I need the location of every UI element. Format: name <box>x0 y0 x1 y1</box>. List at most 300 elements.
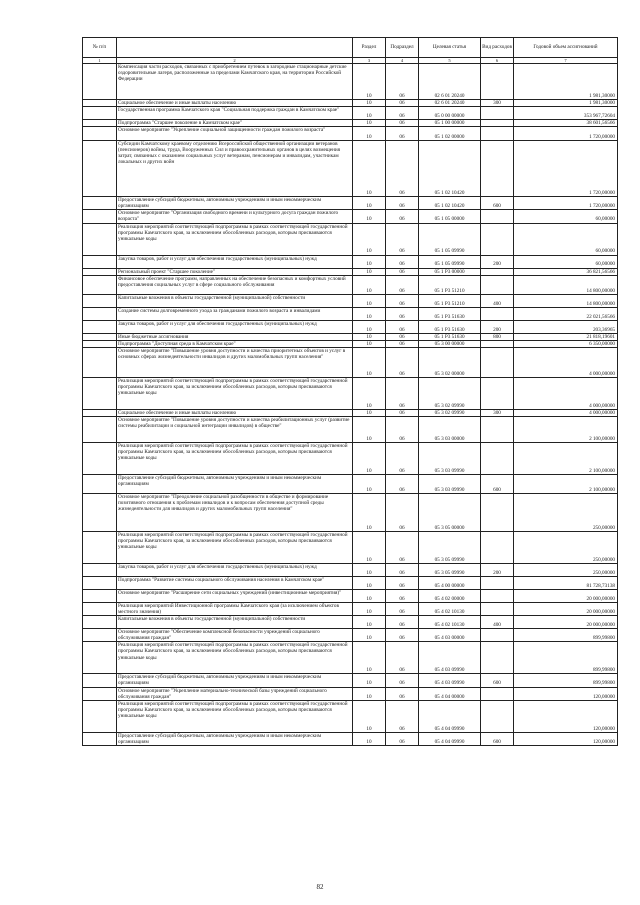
row-target: 05 4 03 09990 <box>419 674 481 687</box>
row-subsection: 06 <box>386 347 419 377</box>
row-number <box>83 416 117 442</box>
row-name: Реализация мероприятий соответствующей подпрограммы в рамках соответствующей государственной программы Камчатского края, за исключением обособленных расходов, которым присваиваются уникальные коды <box>117 700 353 732</box>
row-name: Реализация мероприятий соответствующей подпрограммы в рамках соответствующей государственной программы Камчатского края, за исключением обособленных расходов, которым присваиваются уникальные коды <box>117 442 353 474</box>
row-subsection: 06 <box>386 340 419 347</box>
column-number: 4 <box>386 58 419 64</box>
row-number <box>83 340 117 347</box>
row-target: 05 1 P3 51630 <box>419 333 481 340</box>
row-name: Предоставление субсидий бюджетным, автономным учреждениям и иным некоммерческим организациям <box>117 197 353 210</box>
table-row <box>83 687 618 700</box>
row-name: Предоставление субсидий бюджетным, автономным учреждениям и иным некоммерческим организациям <box>117 674 353 687</box>
row-name: Основное мероприятие "Расширение сети социальных учреждений (инвестиционные мероприятия)" <box>117 589 353 602</box>
row-amount: 1 720,00000 <box>514 127 618 141</box>
table-body <box>83 64 618 746</box>
row-name: Государственная программа Камчатского края "Социальная поддержка граждан в Камчатском крае" <box>117 107 353 120</box>
row-amount: 203,36965 <box>514 320 618 333</box>
row-subsection: 06 <box>386 416 419 442</box>
row-section: 10 <box>353 294 386 307</box>
row-amount: 899,99800 <box>514 629 618 642</box>
row-name: Компенсация части расходов, связанных с приобретением путевок в загородные стационарные детские оздоровительные лагеря, расположенные за пределами Камчатского края, на территории Российской Федерации <box>117 64 353 100</box>
row-target: 05 1 05 09990 <box>419 255 481 268</box>
row-number <box>83 320 117 333</box>
row-name: Подпрограмма "Развитие системы социального обслуживания населения в Камчатском крае" <box>117 576 353 589</box>
row-target: 05 3 05 09990 <box>419 563 481 576</box>
row-exptype <box>481 687 514 700</box>
row-section: 10 <box>353 563 386 576</box>
column-number: 5 <box>419 58 481 64</box>
table-row <box>83 223 618 255</box>
row-target: 05 4 03 09990 <box>419 642 481 674</box>
row-name: Закупка товаров, работ и услуг для обеспечения государственных (муниципальных) нужд <box>117 255 353 268</box>
row-amount: 250,00000 <box>514 493 618 531</box>
row-name: Предоставление субсидий бюджетным, автономным учреждениям и иным некоммерческим организациям <box>117 474 353 493</box>
row-amount: 250,00000 <box>514 563 618 576</box>
table-row <box>83 307 618 320</box>
row-number <box>83 442 117 474</box>
table-row <box>83 409 618 416</box>
row-target: 05 3 03 00000 <box>419 416 481 442</box>
row-amount: 250,00000 <box>514 531 618 563</box>
row-target: 05 1 02 10420 <box>419 197 481 210</box>
table-row <box>83 377 618 409</box>
row-name: Социальное обеспечение и иные выплаты населению <box>117 100 353 107</box>
table-row <box>83 474 618 493</box>
row-section: 10 <box>353 531 386 563</box>
row-amount: 120,00000 <box>514 732 618 745</box>
row-name: Субсидии Камчатскому краевому отделению Всероссийской общественной организации ветеранов (пенсионеров) войны, труда, Вооруженных Сил и правоохранительных органов в целях возмещения затрат, связанных с оказанием социальных услуг ветеранам, пенсионерам и инвалидам, участникам локальных и других войн <box>117 141 353 197</box>
row-exptype <box>481 347 514 377</box>
table-row <box>83 294 618 307</box>
row-exptype <box>481 377 514 409</box>
row-target: 05 3 05 00000 <box>419 493 481 531</box>
row-exptype <box>481 141 514 197</box>
table-row <box>83 268 618 275</box>
row-subsection: 06 <box>386 576 419 589</box>
row-number <box>83 616 117 629</box>
row-exptype <box>481 275 514 294</box>
row-number <box>83 589 117 602</box>
row-exptype: 200 <box>481 320 514 333</box>
row-exptype: 600 <box>481 732 514 745</box>
row-number <box>83 674 117 687</box>
table-row <box>83 576 618 589</box>
table-row <box>83 100 618 107</box>
row-section: 10 <box>353 120 386 127</box>
row-amount: 120,00000 <box>514 700 618 732</box>
column-number: 1 <box>83 58 117 64</box>
row-number <box>83 294 117 307</box>
row-target: 05 1 P3 51210 <box>419 275 481 294</box>
row-number <box>83 474 117 493</box>
table-row <box>83 340 618 347</box>
row-target: 05 1 P3 51630 <box>419 320 481 333</box>
header-target: Целевая статья <box>419 38 481 58</box>
row-exptype: 600 <box>481 474 514 493</box>
row-exptype <box>481 127 514 141</box>
row-target: 05 4 02 10130 <box>419 616 481 629</box>
row-subsection: 06 <box>386 442 419 474</box>
row-number <box>83 377 117 409</box>
row-amount: 60,00000 <box>514 210 618 223</box>
table-row <box>83 589 618 602</box>
table-row <box>83 320 618 333</box>
page-number: 82 <box>316 883 324 891</box>
row-name: Капитальные вложения в объекты государственной (муниципальной) собственности <box>117 294 353 307</box>
row-amount: 1 720,00000 <box>514 197 618 210</box>
row-number <box>83 576 117 589</box>
row-section: 10 <box>353 602 386 615</box>
row-target: 05 3 00 00000 <box>419 340 481 347</box>
row-amount: 4 000,00000 <box>514 347 618 377</box>
row-exptype: 400 <box>481 294 514 307</box>
row-subsection: 06 <box>386 493 419 531</box>
row-name: Предоставление субсидий бюджетным, автономным учреждениям и иным некоммерческим организациям <box>117 732 353 745</box>
row-section: 10 <box>353 377 386 409</box>
row-target: 05 4 04 09990 <box>419 700 481 732</box>
row-number <box>83 687 117 700</box>
row-section: 10 <box>353 629 386 642</box>
row-section: 10 <box>353 642 386 674</box>
table-row <box>83 700 618 732</box>
table-row <box>83 442 618 474</box>
row-target: 05 1 02 10420 <box>419 141 481 197</box>
row-amount: 1 981,30000 <box>514 64 618 100</box>
row-target: 05 1 05 00000 <box>419 210 481 223</box>
row-section: 10 <box>353 700 386 732</box>
row-target: 05 3 03 09990 <box>419 442 481 474</box>
row-name: Основное мероприятие "Укрепление материально-технической базы учреждений социального обслуживания граждан" <box>117 687 353 700</box>
row-subsection: 06 <box>386 127 419 141</box>
table-row <box>83 333 618 340</box>
row-exptype: 300 <box>481 100 514 107</box>
row-name: Подпрограмма "Доступная среда в Камчатском крае" <box>117 340 353 347</box>
column-number: 6 <box>481 58 514 64</box>
row-name: Основное мероприятие "Повышение уровня доступности и качества приоритетных объектов и услуг в основных сферах жизнедеятельности инвалидов и других маломобильных групп населения" <box>117 347 353 377</box>
row-number <box>83 347 117 377</box>
row-subsection: 06 <box>386 642 419 674</box>
row-exptype <box>481 493 514 531</box>
row-exptype <box>481 307 514 320</box>
row-amount: 81 728,73138 <box>514 576 618 589</box>
row-section: 10 <box>353 320 386 333</box>
row-number <box>83 223 117 255</box>
row-subsection: 06 <box>386 320 419 333</box>
table-row <box>83 563 618 576</box>
row-target: 05 4 04 09990 <box>419 732 481 745</box>
row-amount: 2 100,00000 <box>514 416 618 442</box>
row-amount: 120,00000 <box>514 687 618 700</box>
row-section: 10 <box>353 493 386 531</box>
row-section: 10 <box>353 576 386 589</box>
table-row <box>83 616 618 629</box>
row-subsection: 06 <box>386 674 419 687</box>
row-subsection: 06 <box>386 210 419 223</box>
table-row <box>83 416 618 442</box>
row-amount: 353 967,72604 <box>514 107 618 120</box>
row-name: Основное мероприятие "Повышение уровня доступности и качества реабилитационных услуг (развитие системы реабилитации и социальной интеграции инвалидов) в обществе" <box>117 416 353 442</box>
row-amount: 14 800,00000 <box>514 294 618 307</box>
table-row <box>83 732 618 745</box>
row-section: 10 <box>353 141 386 197</box>
row-number <box>83 409 117 416</box>
row-exptype: 600 <box>481 197 514 210</box>
row-subsection: 06 <box>386 197 419 210</box>
row-amount: 20 000,00000 <box>514 616 618 629</box>
row-section: 10 <box>353 223 386 255</box>
row-amount: 4 000,00000 <box>514 377 618 409</box>
row-exptype <box>481 223 514 255</box>
header-no: № п/п <box>83 38 117 58</box>
row-subsection: 06 <box>386 64 419 100</box>
row-amount: 1 981,30000 <box>514 100 618 107</box>
table-row <box>83 210 618 223</box>
row-section: 10 <box>353 275 386 294</box>
table-row <box>83 127 618 141</box>
row-section: 10 <box>353 210 386 223</box>
row-subsection: 06 <box>386 333 419 340</box>
row-subsection: 06 <box>386 100 419 107</box>
row-exptype <box>481 602 514 615</box>
row-name: Региональный проект "Старшее поколение" <box>117 268 353 275</box>
row-number <box>83 333 117 340</box>
row-section: 10 <box>353 442 386 474</box>
row-section: 10 <box>353 616 386 629</box>
table-row <box>83 275 618 294</box>
row-exptype <box>481 210 514 223</box>
row-section: 10 <box>353 474 386 493</box>
row-exptype: 200 <box>481 563 514 576</box>
row-exptype <box>481 64 514 100</box>
row-section: 10 <box>353 589 386 602</box>
row-target: 05 1 P3 00000 <box>419 268 481 275</box>
row-name: Подпрограмма "Старшее поколение в Камчатском крае" <box>117 120 353 127</box>
row-subsection: 06 <box>386 255 419 268</box>
row-number <box>83 732 117 745</box>
row-exptype <box>481 700 514 732</box>
row-subsection: 06 <box>386 732 419 745</box>
row-name: Финансовое обеспечение программ, направленных на обеспечение безопасных и комфортных условий предоставления социальных услуг в сфере социального обслуживания <box>117 275 353 294</box>
row-section: 10 <box>353 674 386 687</box>
row-target: 05 3 05 09990 <box>419 531 481 563</box>
table-row <box>83 347 618 377</box>
row-exptype <box>481 340 514 347</box>
row-subsection: 06 <box>386 700 419 732</box>
row-target: 05 1 05 09990 <box>419 223 481 255</box>
row-name: Социальное обеспечение и иные выплаты населению <box>117 409 353 416</box>
header-subsection: Подраздел <box>386 38 419 58</box>
row-target: 05 1 00 00000 <box>419 120 481 127</box>
row-number <box>83 563 117 576</box>
row-target: 05 0 00 00000 <box>419 107 481 120</box>
row-number <box>83 642 117 674</box>
row-amount: 6 350,00000 <box>514 340 618 347</box>
row-name: Закупка товаров, работ и услуг для обеспечения государственных (муниципальных) нужд <box>117 320 353 333</box>
row-exptype <box>481 120 514 127</box>
row-section: 10 <box>353 340 386 347</box>
row-target: 05 4 02 00000 <box>419 589 481 602</box>
row-subsection: 06 <box>386 294 419 307</box>
row-exptype <box>481 531 514 563</box>
row-amount: 2 100,00000 <box>514 442 618 474</box>
row-name: Реализация мероприятий соответствующей подпрограммы в рамках соответствующей государственной программы Камчатского края, за исключением обособленных расходов, которым присваиваются уникальные коды <box>117 223 353 255</box>
table-row <box>83 629 618 642</box>
row-amount: 2 100,00000 <box>514 474 618 493</box>
header-exptype: Вид расходов <box>481 38 514 58</box>
row-exptype: 600 <box>481 674 514 687</box>
budget-table <box>82 37 618 746</box>
row-exptype <box>481 629 514 642</box>
row-target: 05 1 P3 51630 <box>419 307 481 320</box>
row-subsection: 06 <box>386 307 419 320</box>
row-target: 05 3 02 00000 <box>419 347 481 377</box>
row-amount: 1 720,00000 <box>514 141 618 197</box>
row-number <box>83 120 117 127</box>
row-target: 05 3 03 09990 <box>419 474 481 493</box>
row-subsection: 06 <box>386 409 419 416</box>
row-exptype: 400 <box>481 616 514 629</box>
row-section: 10 <box>353 255 386 268</box>
row-name: Основное мероприятие "Преодоление социальной разобщенности в обществе и формирование позитивного отношения к проблемам инвалидов и к вопросам обеспечения доступной среды жизнедеятельности для инвалидов и других маломобильных групп населения" <box>117 493 353 531</box>
row-name: Основное мероприятие "Укрепление социальной защищенности граждан пожилого возраста" <box>117 127 353 141</box>
row-name: Закупка товаров, работ и услуг для обеспечения государственных (муниципальных) нужд <box>117 563 353 576</box>
row-section: 10 <box>353 127 386 141</box>
row-subsection: 06 <box>386 223 419 255</box>
row-target: 05 1 02 00000 <box>419 127 481 141</box>
row-number <box>83 64 117 100</box>
row-section: 10 <box>353 268 386 275</box>
row-section: 10 <box>353 100 386 107</box>
table-row <box>83 120 618 127</box>
row-number <box>83 493 117 531</box>
row-number <box>83 531 117 563</box>
table-row <box>83 107 618 120</box>
table-header-row <box>83 38 618 58</box>
header-amount: Годовой объем ассигнований <box>514 38 618 58</box>
row-target: 05 4 00 00000 <box>419 576 481 589</box>
row-amount: 899,99800 <box>514 674 618 687</box>
row-amount: 22 021,56566 <box>514 307 618 320</box>
row-subsection: 06 <box>386 616 419 629</box>
row-subsection: 06 <box>386 275 419 294</box>
row-number <box>83 127 117 141</box>
row-amount: 38 601,56566 <box>514 120 618 127</box>
table-row <box>83 197 618 210</box>
row-exptype: 800 <box>481 333 514 340</box>
row-name: Создание системы долговременного ухода за гражданами пожилого возраста и инвалидами <box>117 307 353 320</box>
table-row <box>83 493 618 531</box>
row-subsection: 06 <box>386 377 419 409</box>
row-target: 05 4 03 00000 <box>419 629 481 642</box>
row-amount: 14 800,00000 <box>514 275 618 294</box>
row-number <box>83 210 117 223</box>
row-number <box>83 141 117 197</box>
row-exptype: 200 <box>481 255 514 268</box>
row-amount: 36 821,56566 <box>514 268 618 275</box>
budget-table-page <box>82 37 617 746</box>
row-exptype <box>481 107 514 120</box>
row-section: 10 <box>353 307 386 320</box>
row-section: 10 <box>353 416 386 442</box>
table-row <box>83 531 618 563</box>
column-number: 7 <box>514 58 618 64</box>
column-number: 2 <box>117 58 353 64</box>
row-amount: 60,00000 <box>514 223 618 255</box>
row-name: Реализация мероприятий соответствующей подпрограммы в рамках соответствующей государственной программы Камчатского края, за исключением обособленных расходов, которым присваиваются уникальные коды <box>117 377 353 409</box>
row-target: 05 4 02 10130 <box>419 602 481 615</box>
row-amount: 899,99800 <box>514 642 618 674</box>
row-target: 02 6 01 20240 <box>419 100 481 107</box>
row-target: 05 3 02 09990 <box>419 377 481 409</box>
row-exptype <box>481 442 514 474</box>
row-amount: 20 000,00000 <box>514 589 618 602</box>
row-section: 10 <box>353 347 386 377</box>
row-amount: 20 000,00000 <box>514 602 618 615</box>
table-row <box>83 64 618 100</box>
row-subsection: 06 <box>386 602 419 615</box>
table-row <box>83 674 618 687</box>
row-target: 02 6 01 20240 <box>419 64 481 100</box>
row-subsection: 06 <box>386 563 419 576</box>
row-number <box>83 700 117 732</box>
row-target: 05 1 P3 51210 <box>419 294 481 307</box>
table-row <box>83 642 618 674</box>
row-exptype <box>481 576 514 589</box>
row-subsection: 06 <box>386 687 419 700</box>
row-exptype <box>481 416 514 442</box>
row-target: 05 3 02 09990 <box>419 409 481 416</box>
row-name: Основное мероприятие "Организация свободного времени и культурного досуга граждан пожилого возраста" <box>117 210 353 223</box>
row-section: 10 <box>353 197 386 210</box>
row-section: 10 <box>353 732 386 745</box>
row-name: Основное мероприятие "Обеспечение комплексной безопасности учреждений социального обслуживания граждан" <box>117 629 353 642</box>
row-number <box>83 307 117 320</box>
row-number <box>83 197 117 210</box>
row-subsection: 06 <box>386 589 419 602</box>
row-subsection: 06 <box>386 268 419 275</box>
row-exptype <box>481 589 514 602</box>
header-section: Раздел <box>353 38 386 58</box>
row-number <box>83 629 117 642</box>
table-row <box>83 255 618 268</box>
header-name <box>117 38 353 58</box>
row-name: Капитальные вложения в объекты государственной (муниципальной) собственности <box>117 616 353 629</box>
row-exptype <box>481 642 514 674</box>
row-section: 10 <box>353 409 386 416</box>
row-subsection: 06 <box>386 141 419 197</box>
row-section: 10 <box>353 687 386 700</box>
table-row <box>83 602 618 615</box>
row-section: 10 <box>353 64 386 100</box>
row-subsection: 06 <box>386 531 419 563</box>
table-row <box>83 141 618 197</box>
row-number <box>83 275 117 294</box>
row-number <box>83 100 117 107</box>
row-name: Реализация мероприятий соответствующей подпрограммы в рамках соответствующей государственной программы Камчатского края, за исключением обособленных расходов, которым присваиваются уникальные коды <box>117 531 353 563</box>
row-amount: 21 818,19601 <box>514 333 618 340</box>
row-number <box>83 602 117 615</box>
row-number <box>83 107 117 120</box>
row-section: 10 <box>353 107 386 120</box>
row-subsection: 06 <box>386 107 419 120</box>
row-subsection: 06 <box>386 120 419 127</box>
row-section: 10 <box>353 333 386 340</box>
row-exptype <box>481 268 514 275</box>
row-name: Реализация мероприятий соответствующей подпрограммы в рамках соответствующей государственной программы Камчатского края, за исключением обособленных расходов, которым присваиваются уникальные коды <box>117 642 353 674</box>
row-subsection: 06 <box>386 474 419 493</box>
row-amount: 4 000,00000 <box>514 409 618 416</box>
column-number: 3 <box>353 58 386 64</box>
row-number <box>83 268 117 275</box>
